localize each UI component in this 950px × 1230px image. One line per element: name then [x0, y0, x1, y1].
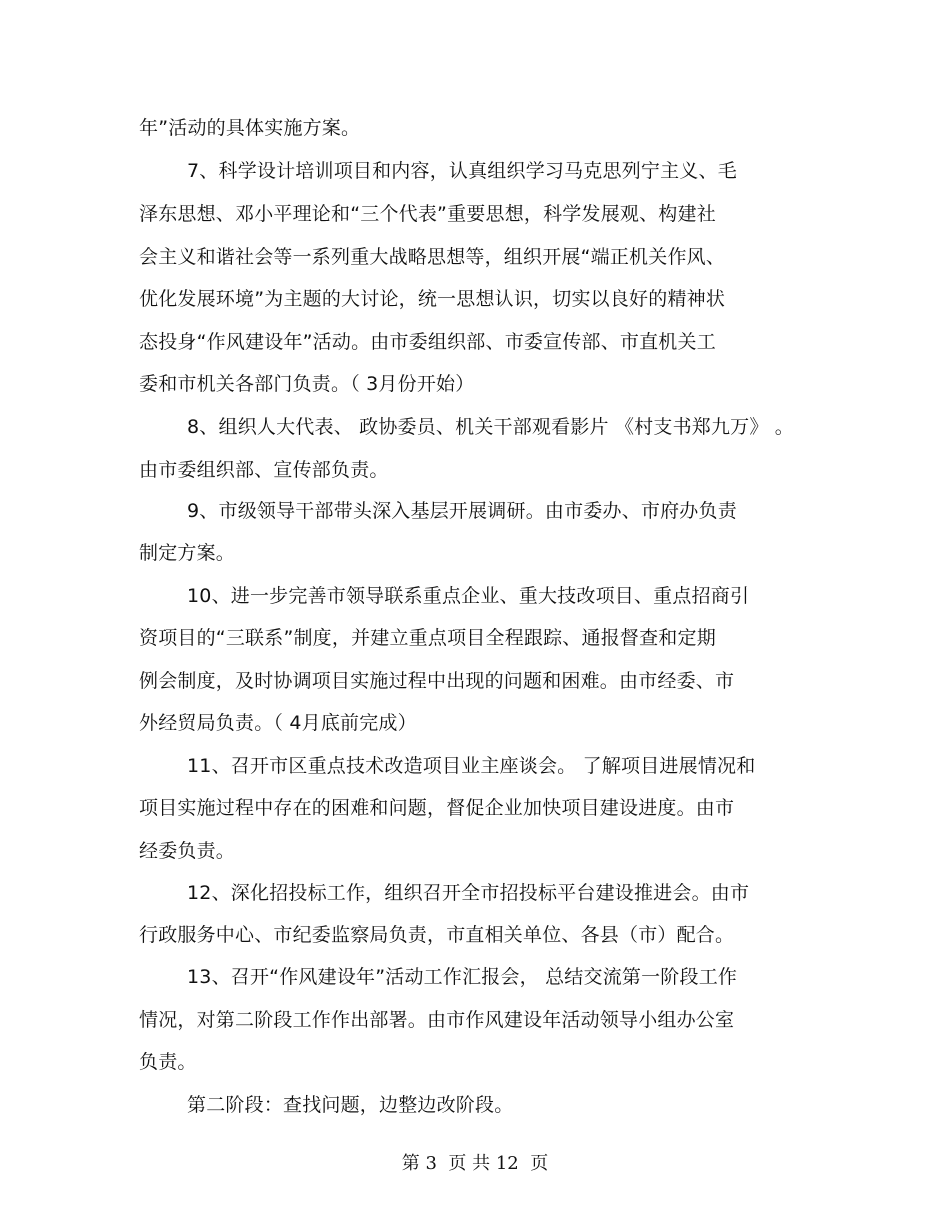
text-line: 经委负责。 [139, 840, 236, 862]
section-heading: 第二阶段：查找问题，边整边改阶段。 [187, 1094, 514, 1116]
text-line: 制定方案。 [139, 542, 236, 564]
text-line: 7、科学设计培训项目和内容，认真组织学习马克思列宁主义、毛 [187, 160, 737, 182]
text-line: 行政服务中心、市纪委监察局负责，市直相关单位、各县（市）配合。 [139, 924, 735, 946]
text-line: 11、召开市区重点技术改造项目业主座谈会。 了解项目进展情况和 [187, 755, 756, 777]
text-line: 态投身“作风建设年”活动。由市委组织部、市委宣传部、市直机关工 [139, 331, 716, 353]
text-line: 10、进一步完善市领导联系重点企业、重大技改项目、重点招商引 [187, 585, 750, 607]
text-line: 9、市级领导干部带头深入基层开展调研。由市委办、市府办负责 [187, 500, 737, 522]
text-line: 优化发展环境”为主题的大讨论，统一思想认识，切实以良好的精神状 [139, 288, 726, 310]
page-number-footer: 第 3 页 共 12 页 [401, 1153, 549, 1174]
text-line: 情况，对第二阶段工作作出部署。由市作风建设年活动领导小组办公室 [139, 1009, 735, 1031]
text-line: 8、组织人大代表、 政协委员、机关干部观看影片 《村支书郑九万》 。 [187, 416, 795, 438]
text-line: 由市委组织部、宣传部负责。 [139, 459, 389, 481]
text-line: 13、召开“作风建设年”活动工作汇报会， 总结交流第一阶段工作 [187, 966, 738, 988]
text-line: 例会制度，及时协调项目实施过程中出现的问题和困难。由市经委、市 [139, 670, 735, 692]
text-line: 委和市机关各部门负责。（ 3月份开始） [139, 373, 475, 395]
text-line: 会主义和谐社会等一系列重大战略思想等，组织开展“端正机关作风、 [139, 246, 726, 268]
text-line: 外经贸局负责。（ 4月底前完成） [139, 712, 417, 734]
text-line: 12、深化招投标工作，组织召开全市招投标平台建设推进会。由市 [187, 882, 750, 904]
text-line: 项目实施过程中存在的困难和问题，督促企业加快项目建设进度。由市 [139, 797, 735, 819]
text-line: 年”活动的具体实施方案。 [139, 117, 361, 139]
text-line: 泽东思想、邓小平理论和“三个代表”重要思想，科学发展观、构建社 [139, 203, 716, 225]
text-line: 负责。 [139, 1051, 197, 1073]
text-line: 资项目的“三联系”制度，并建立重点项目全程跟踪、通报督查和定期 [139, 627, 716, 649]
